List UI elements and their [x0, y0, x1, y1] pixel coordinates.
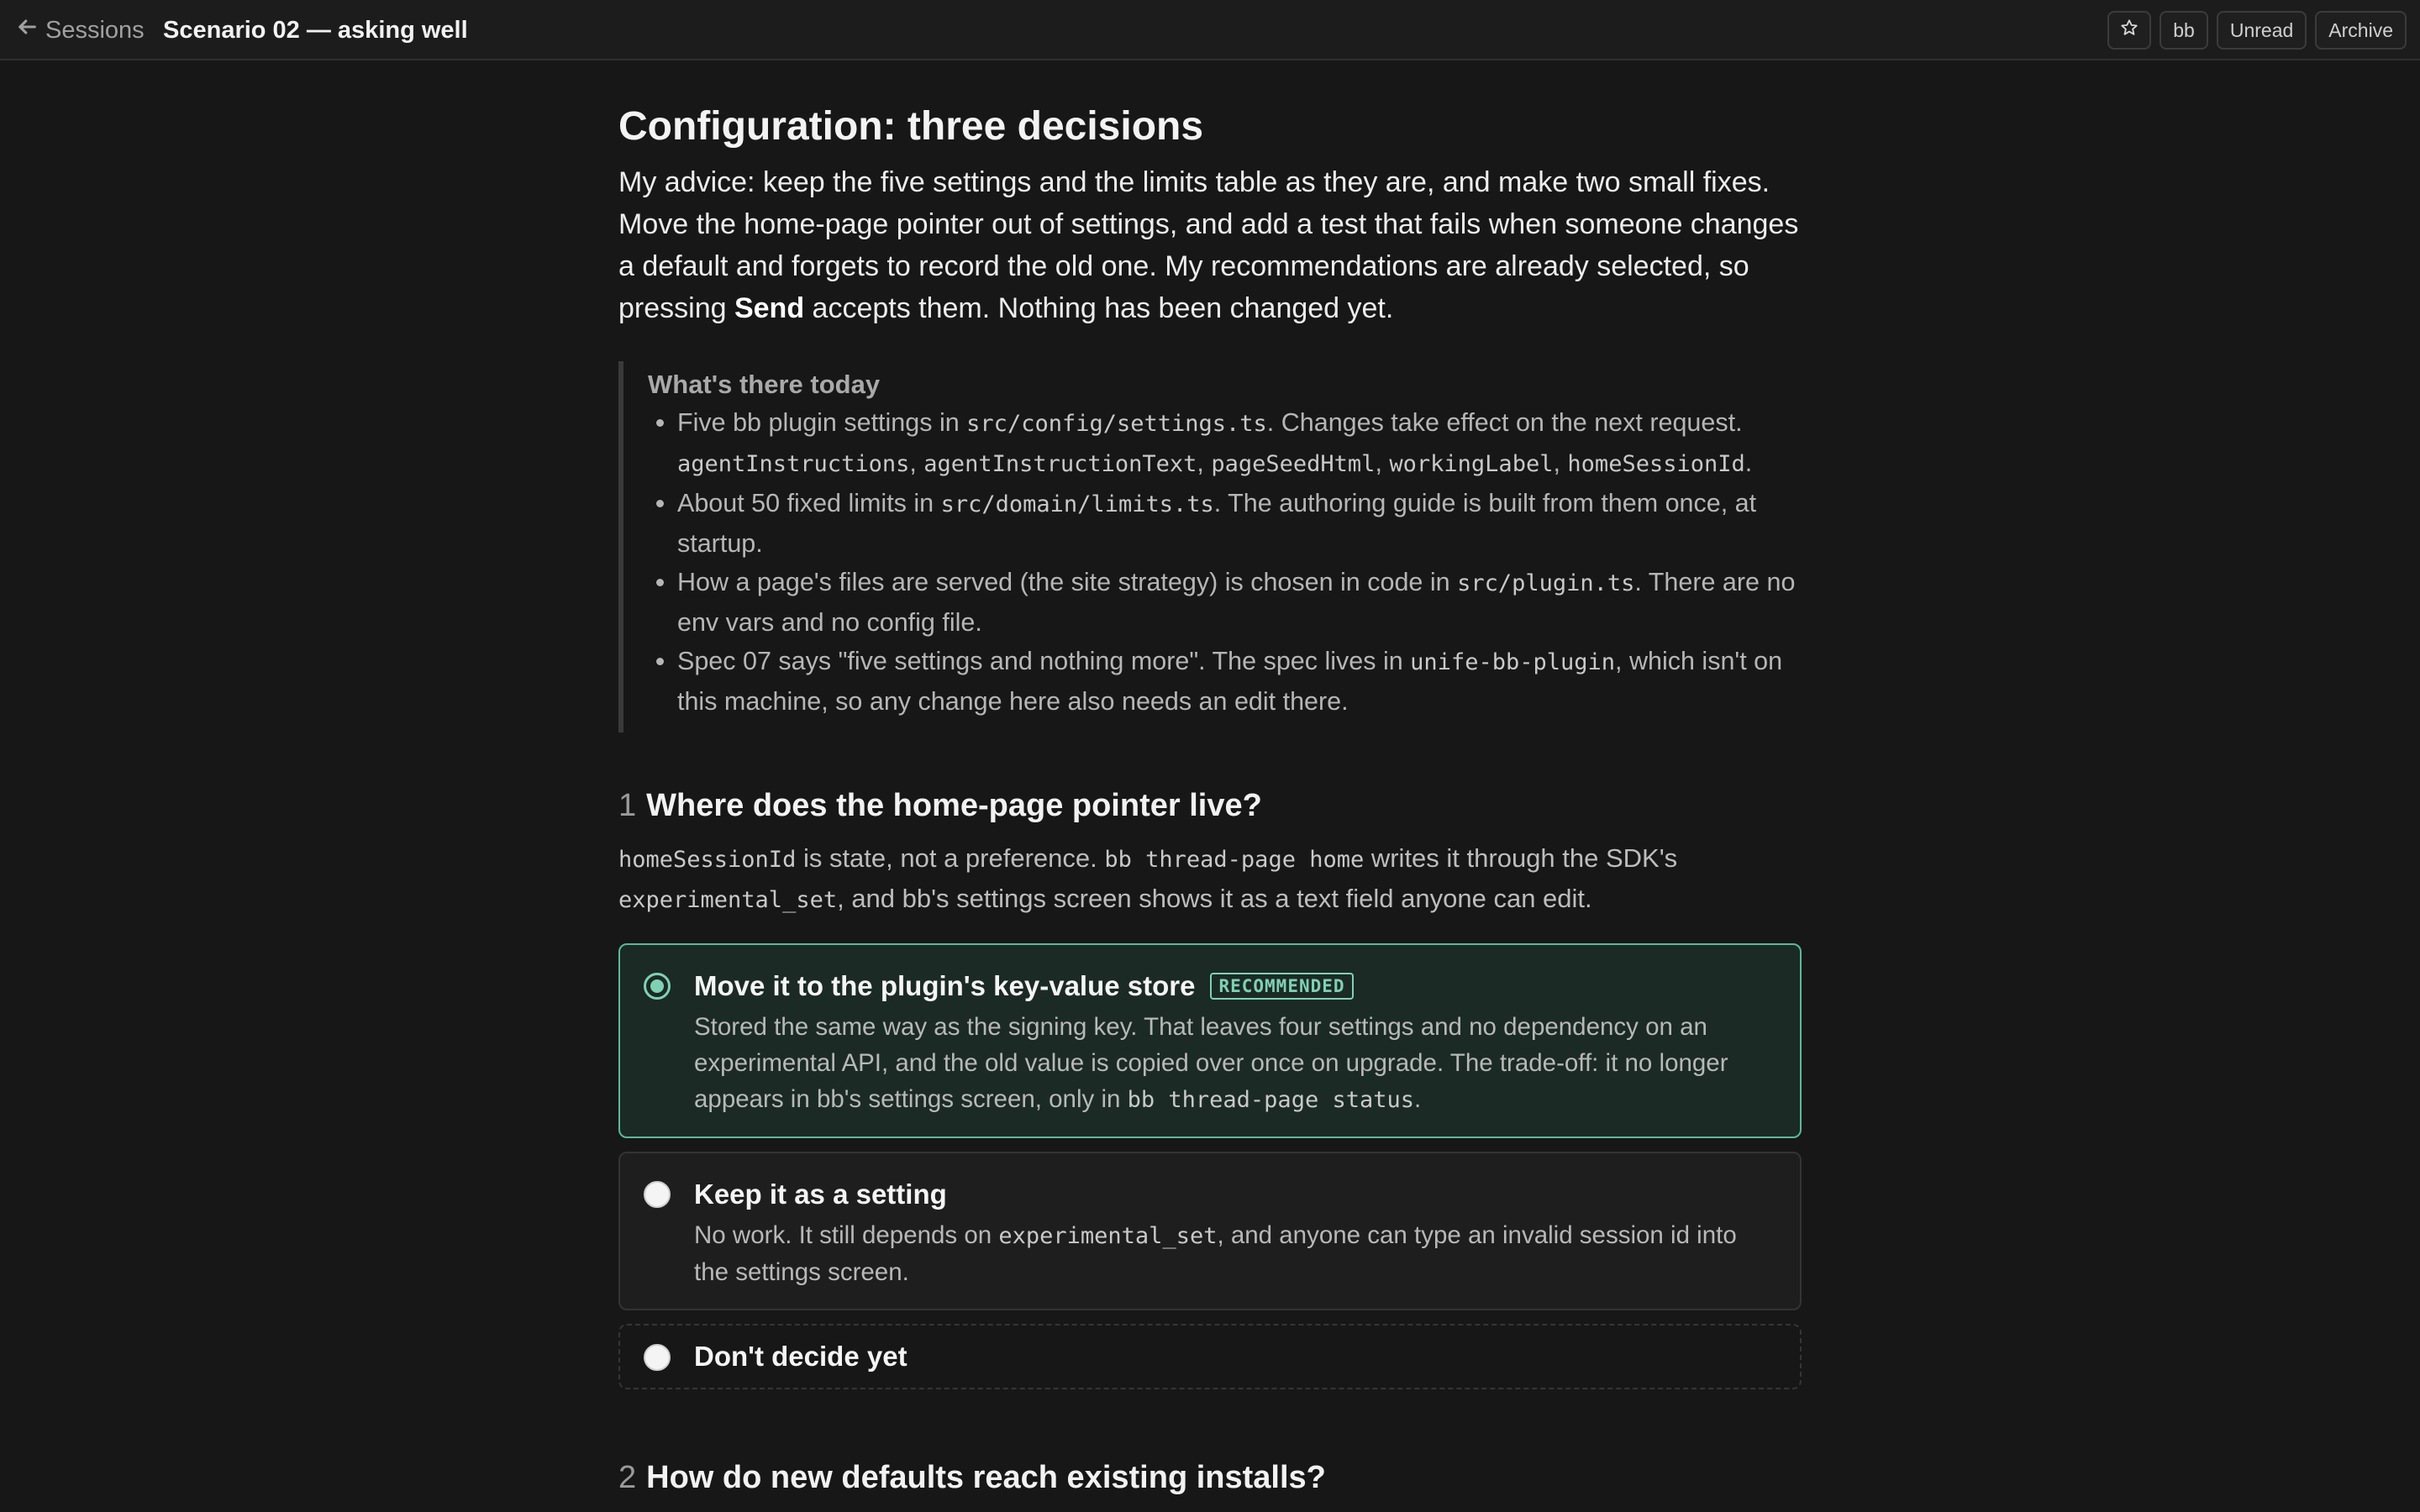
- text: , and anyone can type an invalid session id into the settings screen.: [694, 1221, 1737, 1286]
- text: How a page's files are served (the site strategy) is chosen in code in: [677, 567, 1458, 596]
- text: ,: [1375, 448, 1390, 477]
- list-item: [677, 642, 1802, 721]
- text: . Changes take effect on the next request.: [1266, 407, 1743, 437]
- current-state-callout: [618, 361, 1802, 732]
- intro-text: My advice: keep the five settings and the limits table as they are, and make two small fixes. Move the home-page pointer out of settings, and add a test that fails when someone changes a default and forgets to record the old one. My recommendations are already selected, so pressing: [618, 165, 1799, 324]
- option-description: [694, 1009, 1776, 1118]
- code: homeSessionId: [1567, 450, 1745, 477]
- question-title: How do new defaults reach existing installs?: [646, 1459, 1326, 1495]
- radio-unselected[interactable]: [644, 1181, 671, 1208]
- page-title: Configuration: three decisions: [618, 104, 1204, 149]
- question-1-heading: [618, 788, 1802, 824]
- text: No work. It still depends on: [694, 1221, 999, 1249]
- bb-button[interactable]: bb: [2160, 11, 2208, 50]
- intro-text-end: accepts them. Nothing has been changed yet.: [804, 291, 1394, 324]
- top-bar: [0, 0, 2420, 60]
- code: unife-bb-plugin: [1410, 648, 1616, 675]
- option-move-to-kv-store[interactable]: [618, 943, 1802, 1138]
- code: workingLabel: [1389, 450, 1554, 477]
- header-actions: [2107, 11, 2407, 50]
- star-button[interactable]: [2107, 11, 2151, 50]
- question-number: 1: [618, 787, 637, 823]
- code: homeSessionId: [618, 846, 797, 873]
- question-2-heading: [618, 1460, 1802, 1496]
- code: agentInstructions: [677, 450, 910, 477]
- list-item: [677, 403, 1802, 484]
- text: Stored the same way as the signing key. That leaves four settings and no dependency on an experimental API, and the old value is copied over once on upgrade. The trade-off: it no longer appears in bb's settings screen, only in: [694, 1012, 1728, 1113]
- radio-unselected[interactable]: [644, 1344, 671, 1371]
- text: is state, not a preference.: [796, 843, 1105, 873]
- question-number: 2: [618, 1459, 637, 1495]
- text: .: [1744, 448, 1753, 477]
- code: experimental_set: [618, 886, 838, 913]
- text: ,: [1553, 448, 1568, 477]
- code: pageSeedHtml: [1211, 450, 1376, 477]
- question-title: Where does the home-page pointer live?: [646, 787, 1262, 823]
- text: ,: [909, 448, 924, 477]
- code: src/domain/limits.ts: [940, 491, 1214, 517]
- option-title-row: [694, 967, 1776, 1005]
- code: src/plugin.ts: [1457, 570, 1635, 596]
- option-keep-as-setting[interactable]: [618, 1152, 1802, 1310]
- text: , and bb's settings screen shows it as a text field anyone can edit.: [837, 883, 1592, 913]
- current-state-list: [648, 403, 1802, 721]
- code: bb thread-page home: [1104, 846, 1365, 873]
- radio-selected[interactable]: [644, 973, 671, 1000]
- list-item: [677, 563, 1802, 642]
- text: . The authoring guide is built from them once, at startup.: [677, 488, 1757, 558]
- option-title: Move it to the plugin's key-value store: [694, 969, 1196, 1001]
- option-title: Keep it as a setting: [694, 1178, 947, 1210]
- text: writes it through the SDK's: [1364, 843, 1678, 873]
- text: . There are no env vars and no config file.: [677, 567, 1796, 637]
- archive-button[interactable]: Archive: [2315, 11, 2407, 50]
- option-dont-decide-yet[interactable]: [618, 1324, 1802, 1389]
- code: src/config/settings.ts: [966, 410, 1267, 437]
- text: Five bb plugin settings in: [677, 407, 967, 437]
- text: .: [1414, 1084, 1422, 1113]
- main-content: [618, 60, 1802, 1496]
- text: , which isn't on this machine, so any change here also needs an edit there.: [677, 646, 1783, 716]
- unread-button[interactable]: Unread: [2217, 11, 2307, 50]
- intro-paragraph: [618, 161, 1802, 329]
- back-to-sessions-link[interactable]: [15, 13, 145, 47]
- text: About 50 fixed limits in: [677, 488, 941, 517]
- code: experimental_set: [998, 1222, 1218, 1249]
- send-keyword: Send: [734, 291, 805, 324]
- callout-heading: What's there today: [648, 369, 881, 399]
- code: agentInstructionText: [923, 450, 1197, 477]
- star-icon: [2120, 18, 2139, 42]
- arrow-left-icon: [15, 15, 39, 45]
- session-title: Scenario 02 — asking well: [163, 16, 468, 44]
- text: Spec 07 says "five settings and nothing more". The spec lives in: [677, 646, 1411, 675]
- question-1-description: [618, 839, 1802, 920]
- recommended-badge: RECOMMENDED: [1210, 973, 1353, 1000]
- back-label: Sessions: [45, 16, 145, 44]
- text: ,: [1197, 448, 1212, 477]
- list-item: [677, 484, 1802, 563]
- option-title: Don't decide yet: [694, 1340, 908, 1372]
- option-description: [694, 1217, 1776, 1290]
- code: bb thread-page status: [1127, 1086, 1414, 1113]
